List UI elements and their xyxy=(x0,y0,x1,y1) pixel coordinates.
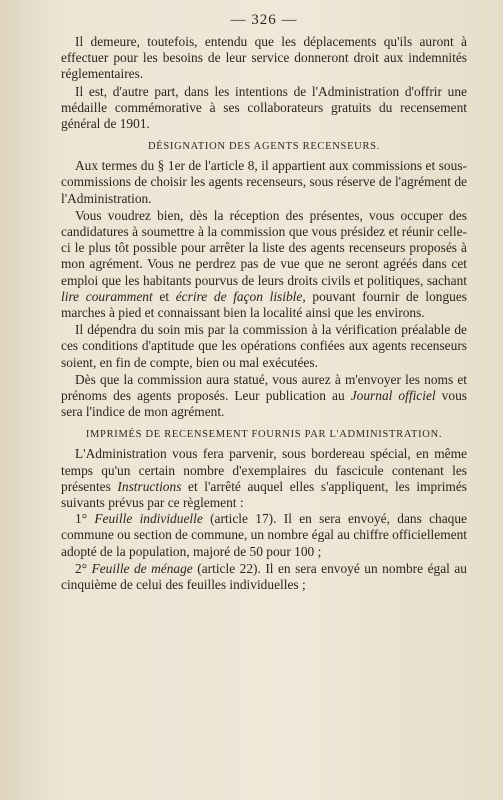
emphasis-journal-officiel: Journal officiel xyxy=(350,388,436,404)
paragraph-verification: Il dépendra du soin mis par la commission à la vérification préalable de ces conditions d'aptitude que les opérations confiées aux agents recenseurs soient, en fin de compte, bien ou mal exécutées. xyxy=(61,322,467,370)
list-item-number: 2° xyxy=(75,560,88,576)
paragraph-candidatures-text-c: , pouvant fournir de longues marches à pied et connaissant bien la localité ainsi que les environs. xyxy=(61,288,468,321)
paragraph-bordereau-text-a: L'Administration vous fera parvenir, sous bordereau spécial, en même temps qu'un certain nombre d'exemplaires du fascicule contenant les présentes xyxy=(61,446,467,494)
list-item-feuille-individuelle xyxy=(61,511,467,560)
emphasis-instructions: Instructions xyxy=(117,478,182,494)
emphasis-feuille-menage: Feuille de ménage xyxy=(91,560,193,576)
paragraph-publication-text-b: vous sera l'indice de mon agrément. xyxy=(61,388,467,420)
section-heading-designation: DÉSIGNATION DES AGENTS RECENSEURS. xyxy=(147,141,381,153)
paragraph-candidatures-text-b: et xyxy=(152,288,176,304)
paragraph-bordereau xyxy=(61,446,467,511)
paragraph-article-8: Aux termes du § 1er de l'article 8, il appartient aux commissions et sous-commissions de choisir les agents recenseurs, sous réserve de l'agrément de l'Administration. xyxy=(61,158,467,206)
emphasis-ecrire-lisible: écrire de façon lisible xyxy=(175,288,303,304)
paragraph-travel-expenses: Il demeure, toutefois, entendu que les déplacements qu'ils auront à effectuer pour les besoins de leur service donneront droit aux indemnités réglementaires. xyxy=(61,34,467,82)
paragraph-medal: Il est, d'autre part, dans les intentions de l'Administration d'offrir une médaille commémorative à ses collaborateurs gratuits du recensement général de 1901. xyxy=(61,83,467,132)
list-item-number: 1° xyxy=(75,511,88,527)
paragraph-candidatures-text-a: Vous voudrez bien, dès la réception des présentes, vous occuper des candidatures à soumettre à la commission que vous présidez et réunir celle-ci le plus tôt possible pour arrêter la liste des agents recenseurs proposés à mon agrément. Vous ne perdrez pas de vue que ne seront agréés dans cet emploi que les habitants pourvus de leurs droits civils et politiques, sachant xyxy=(61,207,467,288)
paragraph-candidatures xyxy=(61,208,467,321)
list-item-text: (article 17). Il en sera envoyé, dans chaque commune ou section de commune, un nombre égal au chiffre officiellement adopté de la population, majoré de 50 pour 100 ; xyxy=(61,511,467,559)
emphasis-lire-couramment: lire couramment xyxy=(61,288,153,304)
section-heading-imprimes: IMPRIMÉS DE RECENSEMENT FOURNIS PAR L'ADMINISTRATION. xyxy=(85,429,443,441)
list-item-feuille-menage xyxy=(61,561,467,593)
list-item-text: (article 22). Il en sera envoyé un nombre égal au cinquième de celui des feuilles individuelles ; xyxy=(61,560,467,593)
paragraph-publication-text-a: Dès que la commission aura statué, vous aurez à m'envoyer les noms et prénoms des agents proposés. Leur publication au xyxy=(61,371,467,404)
paragraph-bordereau-text-b: et l'arrêté auquel elles s'appliquent, les imprimés suivants prévus par ce règlement : xyxy=(61,478,467,511)
imprimes-list xyxy=(61,511,467,593)
page-number: — 326 — xyxy=(230,12,298,28)
emphasis-feuille-individuelle: Feuille individuelle xyxy=(94,511,203,527)
paragraph-publication xyxy=(61,372,467,421)
